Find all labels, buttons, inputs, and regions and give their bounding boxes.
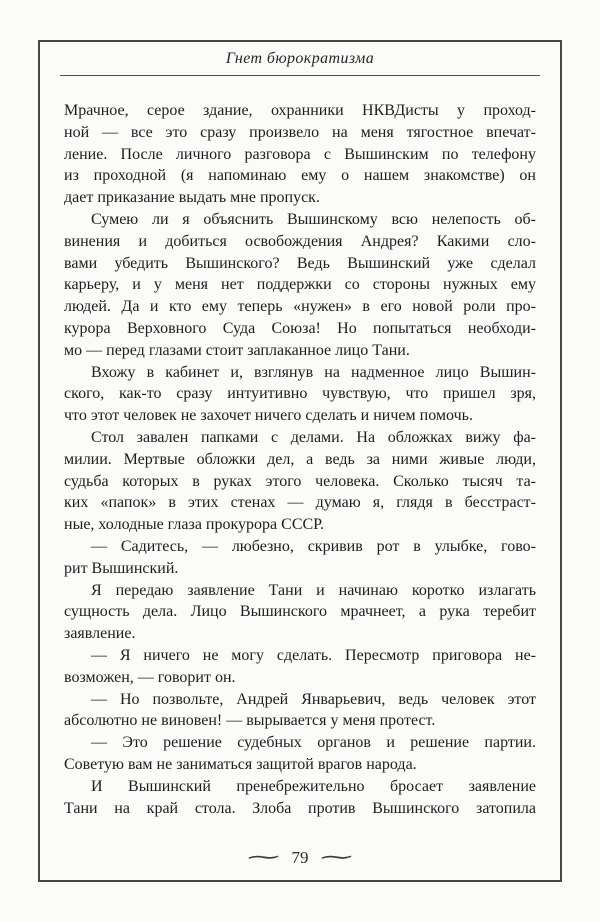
page-footer — [40, 846, 560, 868]
text-line: людей. Да и кто ему теперь «нужен» в его новой роли про- — [64, 298, 536, 316]
text-line: ление. После личного разговора с Вышинским по телефону — [64, 145, 536, 163]
paragraph — [64, 362, 536, 427]
text-line: ского, как-то сразу интуитивно чувствую, что пришел зря, — [64, 385, 536, 403]
text-line: Сумею ли я объяснить Вышинскому всю нелепость об- — [91, 210, 536, 228]
running-header-title: Гнет бюрократизма — [225, 50, 375, 67]
footer-ornament-right-icon: ∼ — [316, 845, 356, 868]
text-line: из проходной (я напоминаю ему о нашем знакомстве) он — [64, 167, 536, 185]
text-line: милии. Мертвые обложки дел, а ведь за ними живые люди, — [64, 450, 536, 468]
text-line: возможен, — говорит он. — [64, 668, 236, 686]
text-line: вами убедить Вышинского? Ведь Вышинский уже сделал — [64, 254, 536, 272]
text-line: рит Вышинский. — [64, 559, 179, 577]
page-border — [38, 40, 562, 882]
paragraph — [64, 100, 536, 209]
text-line: мо — перед глазами стоит заплаканное лицо Тани. — [64, 341, 410, 359]
text-line: судьба которых в руках этого человека. Сколько тысяч та- — [64, 472, 536, 490]
paragraph — [64, 209, 536, 362]
text-line: карьеру, и у меня нет поддержки со стороны нужных ему — [64, 276, 536, 294]
running-header — [40, 50, 560, 76]
text-line: что этот человек не захочет ничего сделать и ничем помочь. — [64, 407, 473, 425]
text-line: курора Верховного Суда Союза! Но попытаться необходи- — [64, 319, 536, 337]
paragraph — [64, 776, 536, 820]
text-line: Стол завален папками с делами. На обложках вижу фа- — [91, 428, 536, 446]
text-line: — Но позвольте, Андрей Январьевич, ведь человек этот — [91, 690, 536, 708]
text-line: дает приказание выдать мне пропуск. — [64, 189, 320, 207]
text-line: Я передаю заявление Тани и начинаю коротко излагать — [91, 581, 536, 599]
paragraph — [64, 645, 536, 689]
paragraph — [64, 427, 536, 536]
text-line: — Это решение судебных органов и решение партии. — [91, 734, 536, 752]
text-line: ких «папок» в этих стенах — думаю я, глядя в бесстраст- — [64, 494, 536, 512]
text-line: — Я ничего не могу сделать. Пересмотр приговора не- — [91, 646, 536, 664]
text-line: заявление. — [64, 625, 136, 643]
text-line: Советую вам не заниматься защитой врагов народа. — [64, 755, 417, 773]
text-line: винения и добиться освобождения Андрея? Какими сло- — [64, 232, 536, 250]
body-text — [64, 100, 536, 819]
paragraph — [64, 732, 536, 776]
paragraph — [64, 580, 536, 645]
page-number: 79 — [291, 847, 309, 867]
paragraph — [64, 536, 536, 580]
text-line: — Садитесь, — любезно, скривив рот в улыбке, гово- — [91, 537, 536, 555]
text-line: Тани на край стола. Злоба против Вышинского затопила — [64, 799, 536, 817]
text-line: ные, холодные глаза прокурора СССР. — [64, 516, 325, 534]
text-line: абсолютно не виновен! — вырывается у меня протест. — [64, 712, 436, 730]
paragraph — [64, 689, 536, 733]
text-line: Мрачное, серое здание, охранники НКВДисты у проход- — [64, 102, 536, 119]
text-line: Вхожу в кабинет и, взглянув на надменное лицо Вышин- — [91, 363, 536, 381]
header-rule — [60, 75, 540, 76]
text-line: ной — все это сразу произвело на меня тягостное впечат- — [64, 123, 536, 141]
text-line: сущность дела. Лицо Вышинского мрачнеет, а рука теребит — [64, 603, 536, 621]
footer-ornament-left-icon: ∼ — [244, 845, 284, 868]
text-line: И Вышинский пренебрежительно бросает заявление — [91, 777, 536, 795]
